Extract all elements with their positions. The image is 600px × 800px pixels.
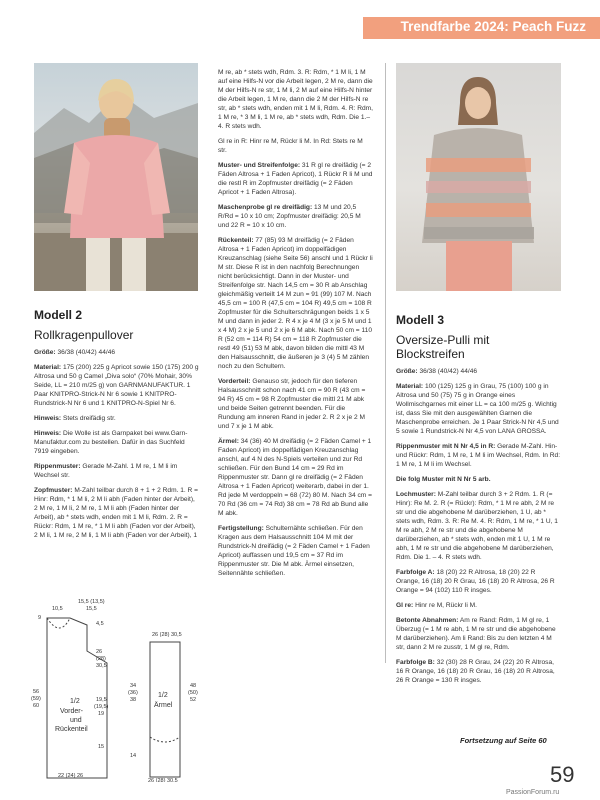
hinweis-text: Die Wolle ist als Garnpaket bei www.Garn-Manufaktur.com zu bestellen. Dafür in das Suchfeld 7919 eingeben. — [34, 430, 188, 455]
measure-59: (59) — [31, 696, 41, 702]
body-label-4: Rückenteil — [55, 726, 88, 733]
model-3-farbfolge-b — [396, 658, 561, 685]
streifenfolge-label: Muster- und Streifenfolge: — [218, 162, 301, 169]
rippenmuster-text: Gerade M-Zahl. 1 M re, 1 M li im Wechsel str. — [34, 463, 178, 479]
model-2-title: Modell 2 — [34, 308, 83, 322]
continuation-note: Fortsetzung auf Seite 60 — [460, 736, 547, 745]
streifenfolge — [218, 161, 373, 197]
material-text: 175 (200) 225 g Apricot sowie 150 (175) 200 g Altrosa und 50 g Camel „Diva solo“ (70% Mohair, 30% Seide, LL = 210 m/25 g) von GARNMANUFAKTUR. 1 Paar KNITPRO-Strick-N Nr 6 sowie 1 KNITPRO-Rundstrick-N Nr 6 und 1 KNITPRO-N-Spiel Nr 6. — [34, 364, 199, 407]
body-label-3: und — [70, 717, 82, 724]
betonte-abnahmen-label: Betonte Abnahmen: — [396, 617, 459, 624]
measure-bottom: 22 (24) 26 — [58, 773, 84, 779]
measure-top-2: 15,5 — [86, 606, 97, 612]
sleeve-measure-52: 52 — [190, 697, 197, 703]
model-2-hinweis-2 — [34, 429, 199, 456]
zopfmuster-text: M-Zahl teilbar durch 8 + 1 + 2 Rdm. 1. R = Hinr: Rdm, * 1 M li, 2 M li abh (Faden hinter der Arbeit), 2 M re, 1 M li, 2 M re, 1 M li abh (Faden hinter der Arbeit), ab * stets wdh, enden mit 1 M li, Rdm. 2. R = Rückr: Rdm, 1 M re, * 1 M li abh (Faden vor der Arbeit), 2 M li, 1 M re, 2 M li, 1 M li abh (Faden vor der Arbeit), 1 — [34, 487, 199, 539]
header-banner — [363, 17, 600, 39]
hinweis-label: Hinweis: — [34, 415, 62, 422]
size-value: 36/38 (40/42) 44/46 — [419, 368, 478, 375]
model-2-photo — [34, 63, 198, 291]
zopfmuster-label: Zopfmuster: — [34, 487, 73, 494]
rippenmuster-label: Rippenmuster mit N Nr 4,5 in R: — [396, 443, 496, 450]
fertigstellung-label: Fertigstellung: — [218, 525, 264, 532]
farbfolge-a-text: 18 (20) 22 R Altrosa, 18 (20) 22 R Orange, 16 (18) 20 R Grau, 16 (18) 20 R Altrosa, 26 R Orange = 94 (102) 110 R insges. — [396, 569, 555, 594]
instructions-column — [218, 68, 373, 584]
vorderteil-label: Vorderteil: — [218, 378, 251, 385]
model-3-material — [396, 382, 561, 436]
model-3-glatt-rechts — [396, 601, 561, 610]
body-label-2: Vorder- — [60, 708, 83, 715]
size-label: Größe: — [34, 349, 56, 356]
zopfmuster-continued: M re, ab * stets wdh, Rdm. 3. R: Rdm, * 1 M li, 1 M auf eine Hilfs-N vor die Arbeit legen, 2 M re, dann die M der Hilfs-N re str, 1 M li, 2 M auf eine Hilfs-N hinter die Arbeit legen, 1 M re, dann die 2 M der Hilfs-N re str, ab * stets wdh, enden mit 1 M li, Rdm. 4. R: Rdm, 1 M re, * 3 M li, 1 M re, ab * stets wdh, Rdm. Die 1.–4. R stets wdh. — [218, 69, 374, 130]
body-label-1: 1/2 — [70, 698, 80, 705]
maschenprobe-label: Maschenprobe gl re dreifädig: — [218, 204, 313, 211]
fertigstellung-text: Schulternähte schließen. Für den Kragen aus dem Halsausschnitt 104 M mit der Rundstrick-N dreifädig (= 2 Fäden Camel + 1 Faden Apricot) auffassen und 19,5 cm = 37 Rd im Rippenmuster str. Die M abk. Ärmel einsetzen, Seitennähte schließen. — [218, 525, 370, 577]
sleeve-label-2: Ärmel — [154, 702, 173, 709]
sleeve-measure-38: 38 — [130, 697, 137, 703]
farbfolge-a-label: Farbfolge A: — [396, 569, 435, 576]
rueckenteil-text: 77 (85) 93 M dreifädig (= 2 Fäden Altrosa + 1 Faden Apricot) im doppelfädigen Kreuzanschlag (siehe Seite 56) anschl und 1 Rückr li M str. Diese R ist in den nachfolg Berechnungen nicht berücksichtigt. Dann in der Muster- und Streifenfolge str. Nach 14,5 cm = 30 R ab Anschlag gleichmäßig verteilt 14 M zun = 91 (99) 107 M. Nach 45,5 cm = 100 R (47,5 cm = 104 R) 49,5 cm = 108 R Zopfmuster für die Schulterschrägungen beids 1 x 5 M und dann in jeder 2. R 4 x je 4 M (3 x je 5 M und 1 x 4 M) 2 x je 5 und 2 x je 6 M abk. Nach 50 cm = 110 R (52 cm = 114 R) 54 cm = 118 R Zopfmuster die restl 49 (51) 53 M abk, davon bilden die mittl 43 M den Halsausschnitt, die äußeren je 3 (4) 5 M zählen noch zu den Schultern. — [218, 237, 373, 370]
measure-top: 15,5 (13,5) — [78, 599, 105, 605]
sleeve-measure-50: (50) — [188, 690, 198, 696]
vorderteil-text: Genauso str, jedoch für den tieferen Halsausschnitt schon nach 41 cm = 90 R (43 cm = 94 R) 45 cm = 98 R Zopfmuster die mittl 21 M abk und beide Seiten getrennt beenden. Für die Rundung am inneren Rand in jeder 2. R 2 x je 2 M und 7 x je 1 M abk. — [218, 378, 366, 430]
measure-28: (28) — [96, 656, 106, 662]
model-3-betonte-abnahmen — [396, 616, 561, 652]
hinweis-text: Stets dreifädig str. — [62, 415, 116, 422]
page-number: 59 — [550, 762, 575, 787]
model-3-illustration — [396, 63, 561, 291]
sleeve-measure-36: (36) — [128, 690, 138, 696]
sleeve-schematic — [120, 627, 210, 782]
model-3-rippenmuster — [396, 442, 561, 469]
model-2-zopfmuster — [34, 486, 199, 540]
model-3-lochmuster — [396, 490, 561, 562]
measure-26: 26 — [96, 649, 103, 655]
sleeve-measure-bottom: 26 (28) 30,5 — [148, 778, 178, 782]
model-2-rippenmuster — [34, 462, 199, 480]
farbfolge-b-text: 32 (30) 28 R Grau, 24 (22) 20 R Altrosa, 16 R Orange, 16 (18) 20 R Grau, 16 (18) 20 R Altrosa, 26 R Orange = 130 R insges. — [396, 659, 555, 684]
model-3-column — [396, 313, 561, 691]
rueckenteil — [218, 236, 373, 371]
model-2-illustration — [34, 63, 198, 291]
measure-9: 9 — [38, 615, 42, 621]
model-3-photo — [396, 63, 561, 291]
material-label: Material: — [396, 383, 424, 390]
measure-19-5-b: (19,5) — [94, 704, 109, 710]
sleeve-measure-34: 34 — [130, 683, 137, 689]
lochmuster-label: Lochmuster: — [396, 491, 436, 498]
measure-15: 15 — [98, 744, 105, 750]
model-3-size — [396, 367, 561, 376]
farbfolge-b-label: Farbfolge B: — [396, 659, 435, 666]
measure-60: 60 — [33, 703, 40, 709]
rippenmuster-text: Gerade M-Zahl. Hin- und Rückr: Rdm, 1 M re, 1 M li im Wechsel, Rdm. In Rd: 1 M re, 1 M li im Wechsel. — [396, 443, 561, 468]
maschenprobe — [218, 203, 373, 230]
material-label: Material: — [34, 364, 62, 371]
measure-19-5: 19,5 — [96, 697, 107, 703]
model-3-title: Modell 3 — [396, 313, 445, 327]
hinweis-label: Hinweis: — [34, 430, 62, 437]
measure-10-5: 10,5 — [52, 606, 63, 612]
banner-title: Trendfarbe 2024: Peach Fuzz — [400, 19, 586, 34]
rippenmuster-label: Rippenmuster: — [34, 463, 81, 470]
rueckenteil-label: Rückenteil: — [218, 237, 254, 244]
model-2-hinweis-1 — [34, 414, 199, 423]
model-3-folgende-muster: Die folg Muster mit N Nr 5 arb. — [396, 476, 491, 483]
model-2-subtitle: Rollkragenpullover — [34, 328, 134, 342]
source-footer: PassionForum.ru — [506, 789, 560, 796]
size-value: 36/38 (40/42) 44/46 — [57, 349, 116, 356]
glatt-rechts-label: Gl re: — [396, 602, 414, 609]
betonte-abnahmen-text: Am re Rand: Rdm, 1 M gl re, 1 Überzug (= 1 M re abh, 1 M re str und die abgehobene M darüberziehen). Am li Rand: Bis zu den letzten 4 M str, dann 2 M re zusstr, 1 M gl re, Rdm. — [396, 617, 556, 651]
fertigstellung — [218, 524, 373, 578]
lochmuster-text: M-Zahl teilbar durch 3 + 2 Rdm. 1. R (= Hinr): Re M. 2. R (= Rückr): Rdm, * 1 M re abh, 2 M re str und die abgehobene M darüberziehen, 1 U, ab * stets wdh, Rdm. 3. R: Re M. 4. R: Rdm, 1 M re, * 1 U, 1 M re abh, 2 M re str und die abgehobene M darüberziehen, ab * stets wdh, enden mit 1 U, 1 M re abh, 1 M re str und die abgehobene M darüberziehen, Rdm. Die 1. – 4. R stets wdh. — [396, 491, 558, 561]
model-3-farbfolge-a — [396, 568, 561, 595]
measure-30-5: 30,5 — [96, 663, 107, 669]
model-3-subtitle: Oversize-Pulli mit Blockstreifen — [396, 333, 490, 361]
glatt-rechts: Gl re in R: Hinr re M, Rückr li M. In Rd: Stets re M str. — [218, 138, 363, 154]
aermel-text: 34 (36) 40 M dreifädig (= 2 Fäden Camel + 1 Faden Apricot) im doppelfädigen Kreuzanschlag anschl, auf 4 N des N-Spiels verteilen und zur Rd schließen. Für den Bund 14 cm = 29 Rd im Rippenmuster str. Dann gl re dreifädig (= 2 Fäden Altrosa + 1 Faden Apricot) weiterarb, dabei in der 1. Rd jede M verdoppeln = 68 (72) 80 M. Nach 34 cm = 70 Rd (36 cm = 74 Rd) 38 cm = 78 Rd ab Bund alle M abk. — [218, 438, 372, 517]
measure-56: 56 — [33, 689, 40, 695]
glatt-rechts-text: Hinr re M, Rückr li M. — [415, 602, 477, 609]
streifenfolge-text: 31 R gl re dreifädig (= 2 Fäden Altrosa + 1 Faden Apricot), 1 Rückr R li M und die restl R im Zopfmuster dreifädig (= 2 Fäden Apricot + 1 Faden Altrosa). — [218, 162, 373, 196]
measure-4-5: 4,5 — [96, 621, 104, 627]
sleeve-measure-14: 14 — [130, 753, 137, 759]
size-label: Größe: — [396, 368, 418, 375]
model-2-column — [34, 308, 199, 546]
aermel — [218, 437, 373, 518]
aermel-label: Ärmel: — [218, 438, 239, 445]
maschenprobe-text: 13 M und 20,5 R/Rd = 10 x 10 cm; Zopfmuster dreifädig: 20,5 M und 22 R = 10 x 10 cm. — [218, 204, 361, 229]
column-divider — [385, 63, 386, 663]
model-2-size — [34, 348, 199, 357]
vorderteil — [218, 377, 373, 431]
sleeve-label-1: 1/2 — [158, 692, 168, 699]
material-text: 100 (125) 125 g in Grau, 75 (100) 100 g in Altrosa und 50 (75) 75 g in Orange eines Wollmischgarnes mit einer LL = ca 100 m/25 g. Wichtig ist, dass Sie mit den ausgewählten Garnen die Maschenprobe erreichen. Je 1 Paar Strick-N Nr 4,5 und 5 sowie 1 Rundstrick-N Nr 4,5 von LANA GROSSA. — [396, 383, 559, 435]
measure-19: 19 — [98, 711, 105, 717]
sleeve-measure-top: 26 (28) 30,5 — [152, 632, 182, 638]
model-2-material — [34, 363, 199, 408]
sleeve-measure-48: 48 — [190, 683, 197, 689]
